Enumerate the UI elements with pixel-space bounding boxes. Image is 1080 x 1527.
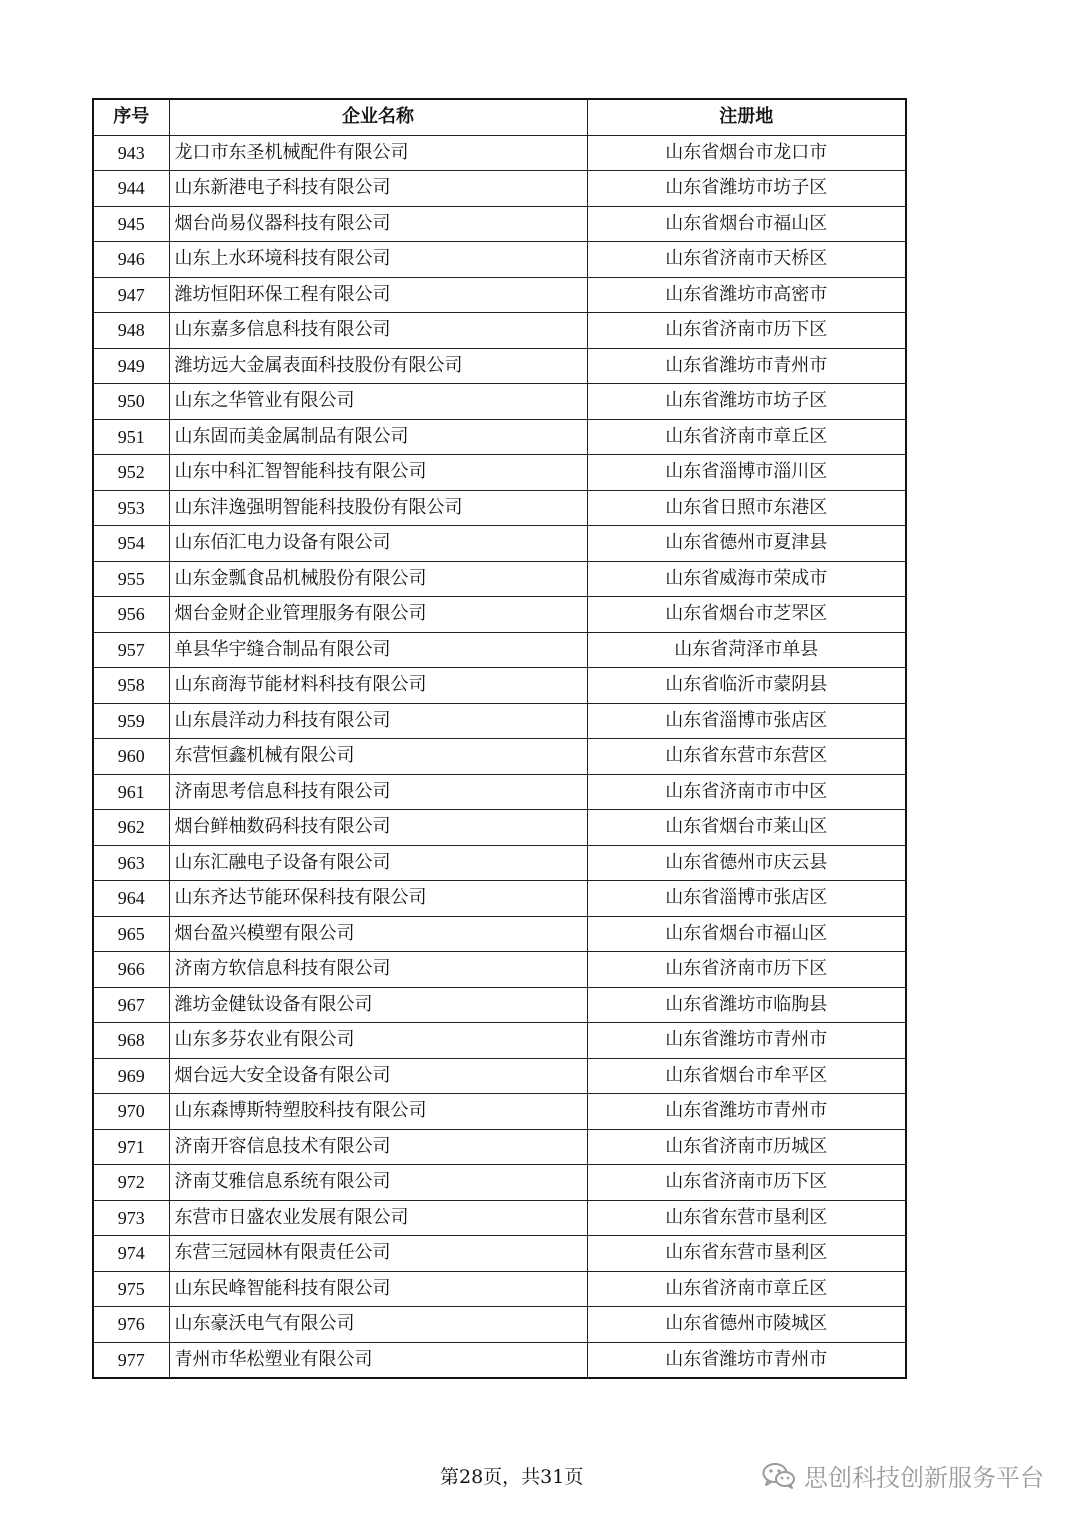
cell-serial-number: 950 — [93, 384, 169, 420]
cell-serial-number: 966 — [93, 952, 169, 988]
cell-serial-number: 972 — [93, 1165, 169, 1201]
cell-registration-place: 山东省临沂市蒙阴县 — [587, 668, 906, 704]
wechat-icon — [762, 1462, 796, 1490]
cell-company-name: 山东新港电子科技有限公司 — [169, 171, 587, 207]
cell-registration-place: 山东省潍坊市临朐县 — [587, 987, 906, 1023]
cell-serial-number: 965 — [93, 916, 169, 952]
company-table — [92, 98, 907, 1379]
table-row — [93, 739, 906, 775]
cell-serial-number: 948 — [93, 313, 169, 349]
table-row — [93, 845, 906, 881]
cell-registration-place: 山东省烟台市芝罘区 — [587, 597, 906, 633]
cell-serial-number: 975 — [93, 1271, 169, 1307]
cell-registration-place: 山东省济南市章丘区 — [587, 419, 906, 455]
cell-company-name: 烟台盈兴模塑有限公司 — [169, 916, 587, 952]
cell-serial-number: 944 — [93, 171, 169, 207]
table-row — [93, 206, 906, 242]
table-row — [93, 1307, 906, 1343]
table-row — [93, 526, 906, 562]
cell-serial-number: 951 — [93, 419, 169, 455]
table-row — [93, 419, 906, 455]
cell-serial-number: 949 — [93, 348, 169, 384]
cell-registration-place: 山东省潍坊市青州市 — [587, 1094, 906, 1130]
cell-registration-place: 山东省烟台市龙口市 — [587, 135, 906, 171]
cell-serial-number: 973 — [93, 1200, 169, 1236]
cell-registration-place: 山东省威海市荣成市 — [587, 561, 906, 597]
table-row — [93, 384, 906, 420]
cell-registration-place: 山东省德州市陵城区 — [587, 1307, 906, 1343]
table-header-row — [93, 99, 906, 135]
header-company-name: 企业名称 — [169, 99, 587, 135]
cell-registration-place: 山东省烟台市莱山区 — [587, 810, 906, 846]
cell-company-name: 山东汇融电子设备有限公司 — [169, 845, 587, 881]
table-row — [93, 881, 906, 917]
table-row — [93, 455, 906, 491]
cell-company-name: 山东齐达节能环保科技有限公司 — [169, 881, 587, 917]
cell-serial-number: 971 — [93, 1129, 169, 1165]
cell-serial-number: 954 — [93, 526, 169, 562]
cell-registration-place: 山东省德州市庆云县 — [587, 845, 906, 881]
cell-registration-place: 山东省济南市历下区 — [587, 313, 906, 349]
cell-registration-place: 山东省潍坊市青州市 — [587, 1023, 906, 1059]
table-row — [93, 490, 906, 526]
page-number: 第28页，共31页 — [440, 1466, 584, 1488]
cell-company-name: 烟台尚易仪器科技有限公司 — [169, 206, 587, 242]
cell-registration-place: 山东省淄博市张店区 — [587, 881, 906, 917]
table-row — [93, 810, 906, 846]
cell-company-name: 东营市日盛农业发展有限公司 — [169, 1200, 587, 1236]
table-row — [93, 916, 906, 952]
cell-company-name: 烟台金财企业管理服务有限公司 — [169, 597, 587, 633]
table-row — [93, 242, 906, 278]
cell-registration-place: 山东省潍坊市青州市 — [587, 1342, 906, 1378]
cell-company-name: 济南艾雅信息系统有限公司 — [169, 1165, 587, 1201]
table-row — [93, 1200, 906, 1236]
table-row — [93, 348, 906, 384]
cell-serial-number: 961 — [93, 774, 169, 810]
cell-registration-place: 山东省东营市垦利区 — [587, 1236, 906, 1272]
cell-company-name: 山东金瓢食品机械股份有限公司 — [169, 561, 587, 597]
cell-company-name: 山东之华管业有限公司 — [169, 384, 587, 420]
cell-registration-place: 山东省潍坊市高密市 — [587, 277, 906, 313]
cell-registration-place: 山东省济南市历城区 — [587, 1129, 906, 1165]
cell-registration-place: 山东省潍坊市坊子区 — [587, 171, 906, 207]
cell-company-name: 龙口市东圣机械配件有限公司 — [169, 135, 587, 171]
cell-serial-number: 967 — [93, 987, 169, 1023]
cell-company-name: 山东民峰智能科技有限公司 — [169, 1271, 587, 1307]
cell-serial-number: 953 — [93, 490, 169, 526]
cell-company-name: 山东森博斯特塑胶科技有限公司 — [169, 1094, 587, 1130]
cell-registration-place: 山东省济南市天桥区 — [587, 242, 906, 278]
cell-registration-place: 山东省菏泽市单县 — [587, 632, 906, 668]
cell-company-name: 烟台鲜柚数码科技有限公司 — [169, 810, 587, 846]
watermark — [762, 1458, 1044, 1493]
table-row — [93, 774, 906, 810]
cell-registration-place: 山东省烟台市牟平区 — [587, 1058, 906, 1094]
cell-serial-number: 976 — [93, 1307, 169, 1343]
table-row — [93, 1342, 906, 1378]
cell-registration-place: 山东省烟台市福山区 — [587, 206, 906, 242]
table-row — [93, 1129, 906, 1165]
cell-serial-number: 968 — [93, 1023, 169, 1059]
cell-company-name: 潍坊金健钛设备有限公司 — [169, 987, 587, 1023]
cell-serial-number: 960 — [93, 739, 169, 775]
cell-registration-place: 山东省淄博市淄川区 — [587, 455, 906, 491]
cell-company-name: 东营三冠园林有限责任公司 — [169, 1236, 587, 1272]
cell-company-name: 烟台远大安全设备有限公司 — [169, 1058, 587, 1094]
cell-company-name: 山东中科汇智智能科技有限公司 — [169, 455, 587, 491]
cell-registration-place: 山东省烟台市福山区 — [587, 916, 906, 952]
table-row — [93, 1165, 906, 1201]
cell-registration-place: 山东省淄博市张店区 — [587, 703, 906, 739]
cell-company-name: 山东上水环境科技有限公司 — [169, 242, 587, 278]
cell-serial-number: 947 — [93, 277, 169, 313]
cell-registration-place: 山东省东营市垦利区 — [587, 1200, 906, 1236]
table-row — [93, 1058, 906, 1094]
cell-serial-number: 946 — [93, 242, 169, 278]
cell-serial-number: 956 — [93, 597, 169, 633]
table-row — [93, 313, 906, 349]
cell-company-name: 济南思考信息科技有限公司 — [169, 774, 587, 810]
table-row — [93, 1271, 906, 1307]
cell-serial-number: 974 — [93, 1236, 169, 1272]
cell-registration-place: 山东省潍坊市青州市 — [587, 348, 906, 384]
cell-serial-number: 959 — [93, 703, 169, 739]
table-row — [93, 597, 906, 633]
table-row — [93, 1236, 906, 1272]
cell-company-name: 山东晨洋动力科技有限公司 — [169, 703, 587, 739]
page-footer — [0, 1458, 1080, 1498]
cell-company-name: 东营恒鑫机械有限公司 — [169, 739, 587, 775]
cell-registration-place: 山东省日照市东港区 — [587, 490, 906, 526]
cell-serial-number: 943 — [93, 135, 169, 171]
cell-serial-number: 952 — [93, 455, 169, 491]
watermark-text: 思创科技创新服务平台 — [804, 1464, 1044, 1492]
table-row — [93, 561, 906, 597]
cell-registration-place: 山东省德州市夏津县 — [587, 526, 906, 562]
cell-company-name: 济南开容信息技术有限公司 — [169, 1129, 587, 1165]
table-row — [93, 668, 906, 704]
cell-serial-number: 964 — [93, 881, 169, 917]
table-row — [93, 1094, 906, 1130]
cell-registration-place: 山东省济南市市中区 — [587, 774, 906, 810]
cell-company-name: 山东嘉多信息科技有限公司 — [169, 313, 587, 349]
cell-company-name: 山东佰汇电力设备有限公司 — [169, 526, 587, 562]
cell-registration-place: 山东省东营市东营区 — [587, 739, 906, 775]
table-body — [93, 135, 906, 1378]
cell-company-name: 单县华宇缝合制品有限公司 — [169, 632, 587, 668]
cell-company-name: 潍坊远大金属表面科技股份有限公司 — [169, 348, 587, 384]
cell-serial-number: 958 — [93, 668, 169, 704]
cell-serial-number: 955 — [93, 561, 169, 597]
table-row — [93, 1023, 906, 1059]
cell-serial-number: 963 — [93, 845, 169, 881]
cell-serial-number: 977 — [93, 1342, 169, 1378]
table-row — [93, 135, 906, 171]
cell-company-name: 山东沣逸强明智能科技股份有限公司 — [169, 490, 587, 526]
cell-serial-number: 957 — [93, 632, 169, 668]
cell-serial-number: 970 — [93, 1094, 169, 1130]
header-serial-number: 序号 — [93, 99, 169, 135]
cell-registration-place: 山东省济南市历下区 — [587, 1165, 906, 1201]
table-row — [93, 952, 906, 988]
cell-serial-number: 945 — [93, 206, 169, 242]
cell-registration-place: 山东省潍坊市坊子区 — [587, 384, 906, 420]
cell-company-name: 潍坊恒阳环保工程有限公司 — [169, 277, 587, 313]
cell-company-name: 山东固而美金属制品有限公司 — [169, 419, 587, 455]
table-row — [93, 277, 906, 313]
cell-serial-number: 969 — [93, 1058, 169, 1094]
cell-company-name: 济南方软信息科技有限公司 — [169, 952, 587, 988]
company-table-container — [92, 98, 905, 1379]
table-row — [93, 987, 906, 1023]
header-registration-place: 注册地 — [587, 99, 906, 135]
cell-serial-number: 962 — [93, 810, 169, 846]
cell-company-name: 山东多芬农业有限公司 — [169, 1023, 587, 1059]
cell-registration-place: 山东省济南市历下区 — [587, 952, 906, 988]
table-row — [93, 171, 906, 207]
table-row — [93, 703, 906, 739]
table-row — [93, 632, 906, 668]
cell-company-name: 山东豪沃电气有限公司 — [169, 1307, 587, 1343]
cell-registration-place: 山东省济南市章丘区 — [587, 1271, 906, 1307]
cell-company-name: 青州市华松塑业有限公司 — [169, 1342, 587, 1378]
cell-company-name: 山东商海节能材料科技有限公司 — [169, 668, 587, 704]
